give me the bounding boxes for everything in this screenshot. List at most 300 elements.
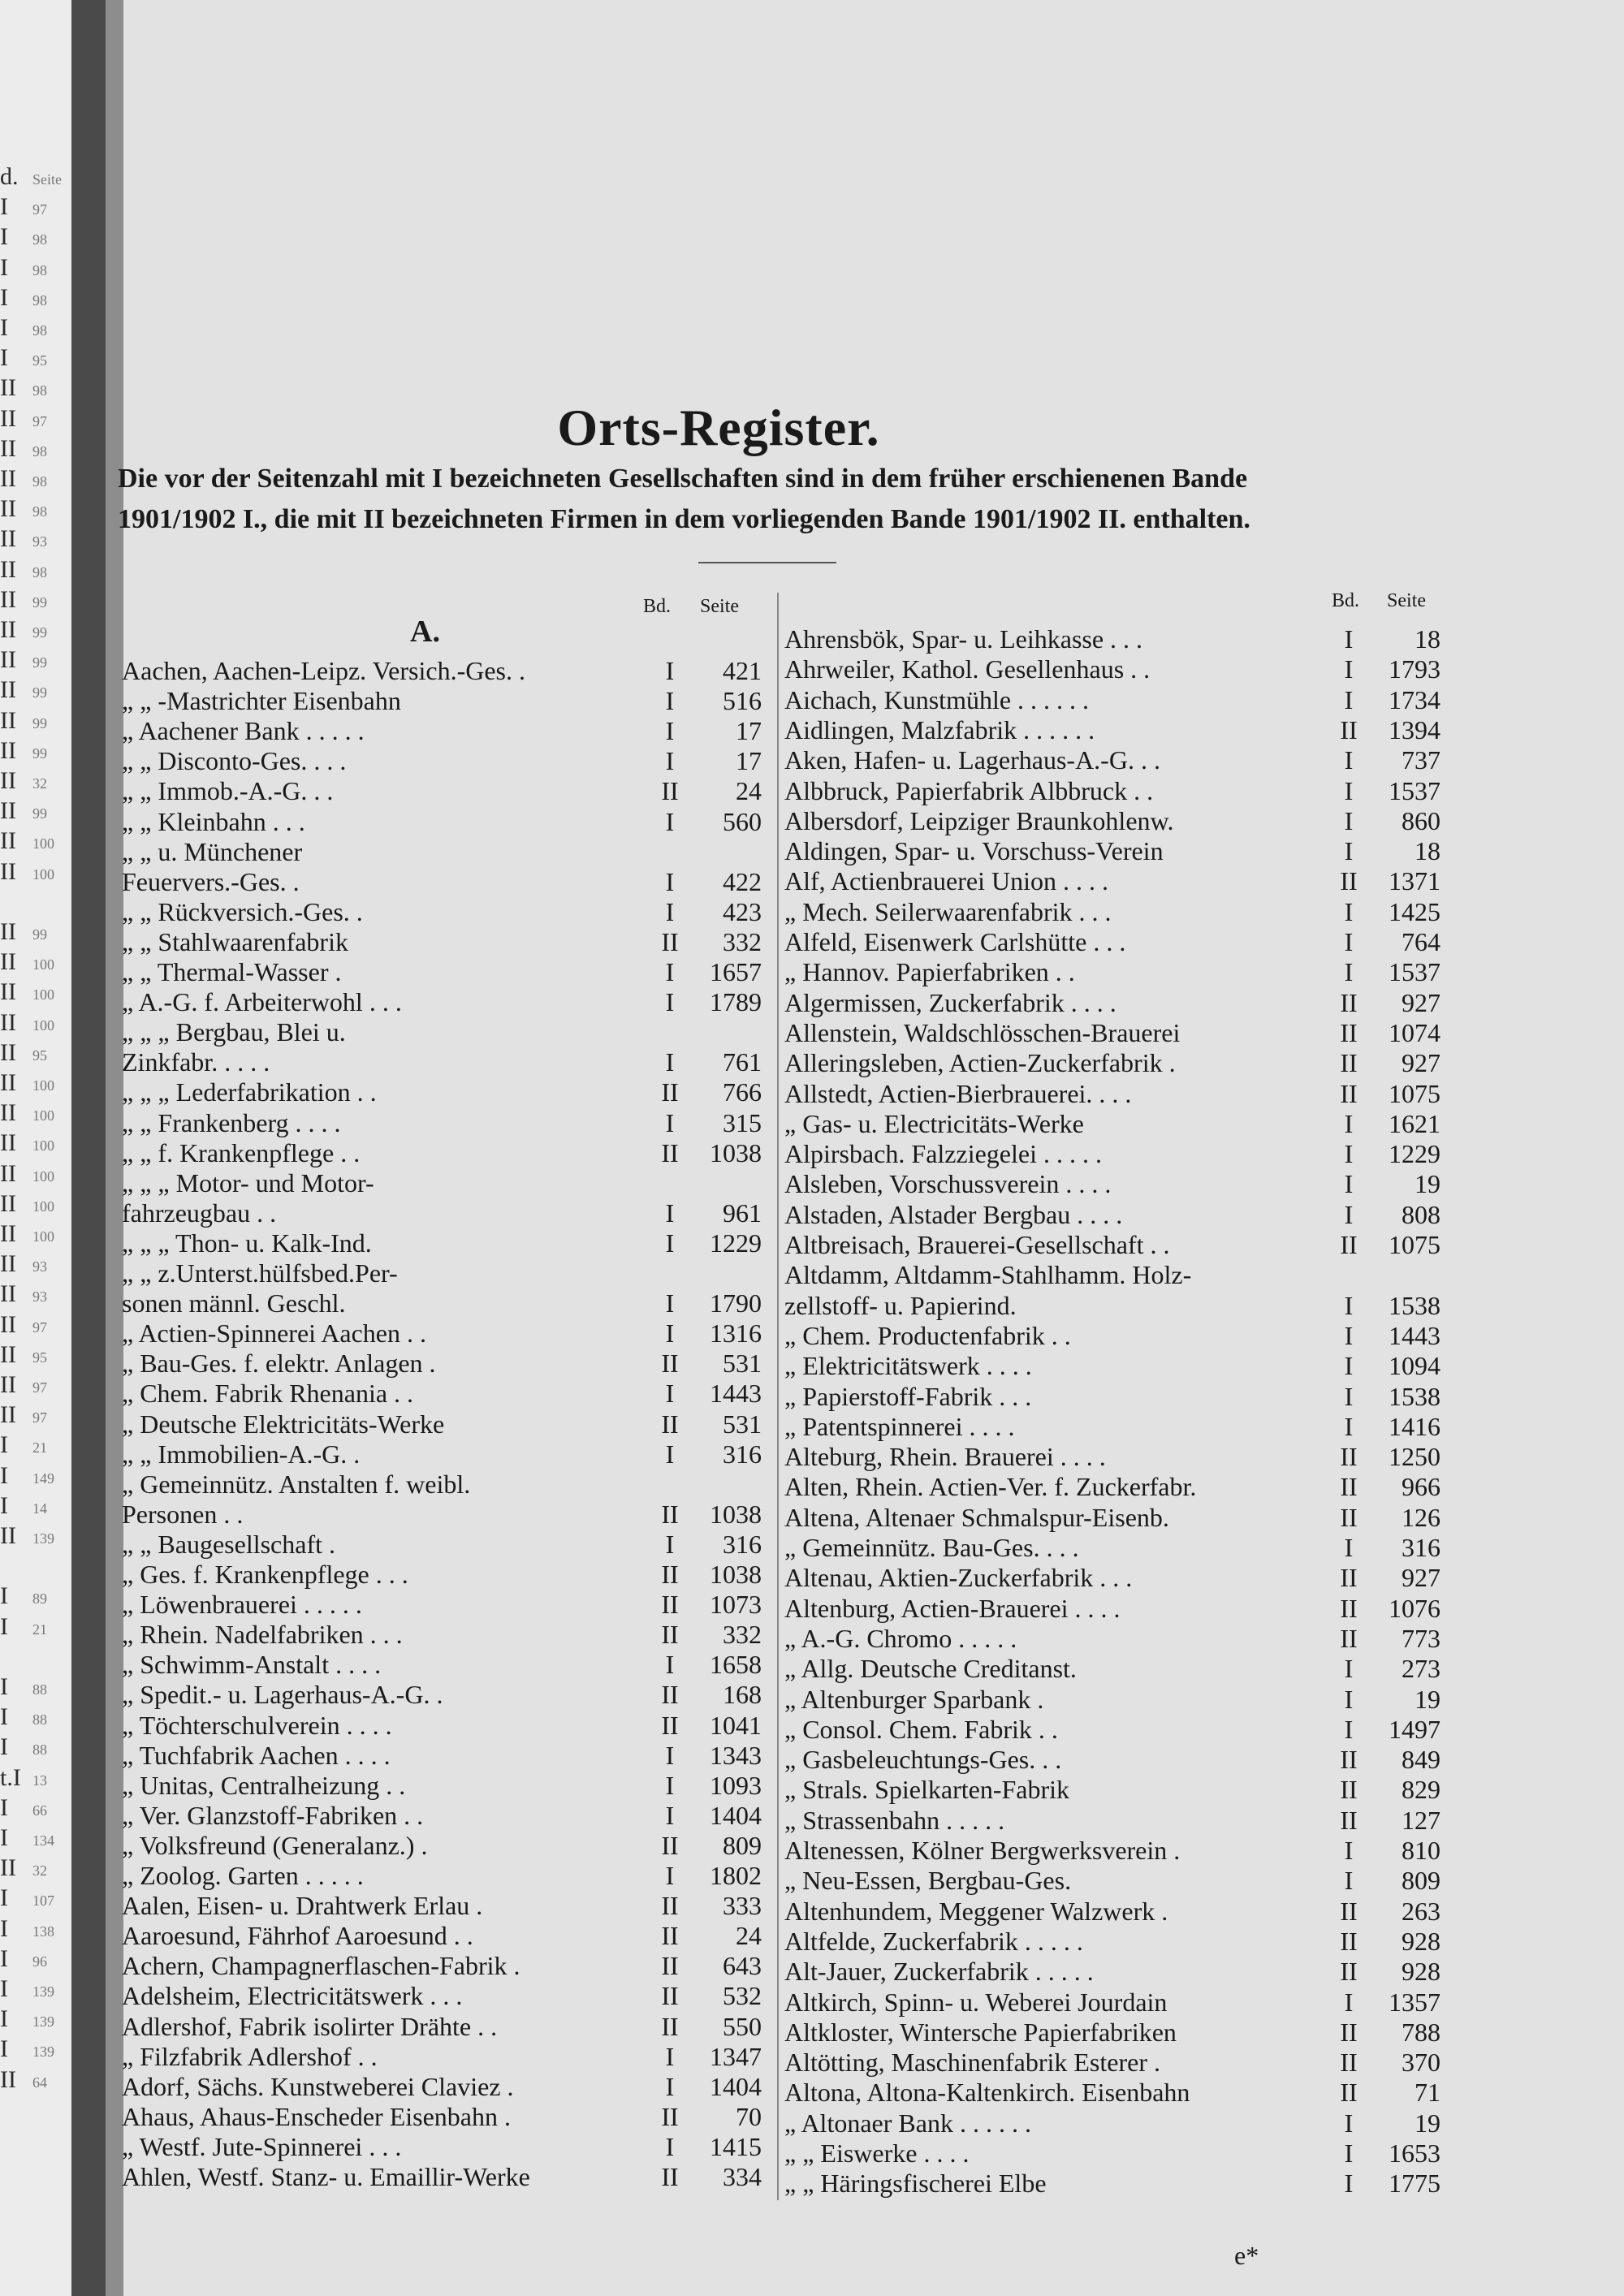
previous-page-volume: I [0, 1793, 8, 1821]
entry-name: Altötting, Maschinenfabrik Esterer . [784, 2048, 1160, 2078]
index-entry [122, 2132, 763, 2162]
entry-page: 810 [1402, 1836, 1440, 1865]
index-entry [784, 1866, 1442, 1896]
index-entry [122, 1801, 763, 1831]
entry-volume: II [1340, 1896, 1358, 1926]
entry-name: „ Gemeinnütz. Bau-Ges. . . . [784, 1533, 1079, 1562]
entry-name: „ Zoolog. Garten . . . . . [122, 1861, 364, 1890]
page-title: Orts-Register. [557, 399, 880, 456]
previous-page-volume: I [0, 344, 8, 372]
previous-page-number: 88 [32, 1711, 47, 1728]
index-entry [122, 1108, 763, 1138]
entry-name: Alteburg, Rhein. Brauerei . . . . [784, 1442, 1106, 1472]
previous-page-volume: II [0, 616, 16, 643]
index-entry [784, 1230, 1442, 1260]
index-entry [784, 1382, 1442, 1412]
entry-name: Aken, Hafen- u. Lagerhaus-A.-G. . . [784, 745, 1160, 775]
index-entry [784, 836, 1442, 866]
previous-page-row [0, 1612, 81, 1642]
index-entry [784, 1139, 1442, 1169]
previous-page-volume: I [0, 283, 8, 311]
intro-line-2: 1901/1902 I., die mit II bezeichneten Firmen in dem vorliegenden Bande 1901/1902 II. enthalten. [118, 504, 1250, 534]
previous-page-number: 138 [32, 1923, 54, 1940]
entry-name: Altdamm, Altdamm-Stahlhamm. Holz- [784, 1260, 1192, 1290]
entry-volume: II [1340, 1230, 1358, 1259]
entry-name: fahrzeugbau . . [122, 1198, 277, 1228]
entry-page: 24 [736, 1921, 762, 1951]
previous-page-number: 139 [32, 2013, 54, 2031]
entry-name: „ „ Frankenberg . . . . [122, 1107, 341, 1137]
entry-page: 1734 [1389, 684, 1440, 714]
previous-page-number: 93 [32, 1258, 47, 1275]
previous-page-volume: II [0, 676, 16, 704]
previous-page-row [0, 1763, 81, 1793]
entry-name: Altenau, Aktien-Zuckerfabrik . . . [784, 1563, 1133, 1593]
entry-volume: I [1344, 836, 1354, 866]
index-entry [122, 1981, 763, 2011]
previous-page-volume: II [0, 1038, 16, 1066]
entry-name: „ Tuchfabrik Aachen . . . . [122, 1740, 391, 1770]
entry-volume: II [1340, 1805, 1358, 1835]
previous-page-number: 139 [32, 1530, 54, 1547]
entry-name: Aidlingen, Malzfabrik . . . . . . [784, 714, 1095, 744]
entry-volume: II [661, 776, 679, 806]
index-entry [784, 1745, 1442, 1775]
previous-page-row [0, 1491, 81, 1521]
index-entry [784, 1109, 1442, 1139]
entry-page: 531 [723, 1409, 762, 1439]
previous-page-volume: I [0, 1914, 8, 1942]
entry-volume: II [1340, 1745, 1358, 1775]
previous-page-row [0, 826, 81, 856]
previous-page-number: 134 [32, 1832, 54, 1849]
previous-page-volume: I [0, 193, 8, 221]
index-entry [122, 776, 763, 806]
entry-name: Alleringsleben, Actien-Zuckerfabrik . [784, 1048, 1176, 1078]
entry-page: 1775 [1389, 2169, 1440, 2199]
entry-volume: I [665, 1107, 675, 1137]
previous-page-row [0, 887, 81, 917]
entry-volume: II [661, 2162, 679, 2191]
entry-page: 1074 [1389, 1017, 1440, 1047]
entry-name: Altenhundem, Meggener Walzwerk . [784, 1896, 1168, 1926]
index-entry [784, 897, 1442, 927]
entry-page: 315 [723, 1107, 762, 1137]
index-entry [122, 1530, 763, 1560]
entry-page: 773 [1402, 1623, 1440, 1653]
previous-page-row [0, 1582, 81, 1611]
previous-page-row [0, 675, 81, 705]
entry-name: „ Löwenbrauerei . . . . . [122, 1590, 362, 1620]
previous-page-row [0, 253, 81, 283]
entry-volume: II [661, 2101, 679, 2131]
entry-name: „ Unitas, Centralheizung . . [122, 1770, 406, 1800]
index-entry [784, 2169, 1442, 2199]
entry-volume: I [1344, 957, 1354, 987]
entry-name: Ahlen, Westf. Stanz- u. Emaillir-Werke [122, 2162, 530, 2191]
entry-page: 516 [723, 686, 762, 716]
index-entry [784, 1654, 1442, 1684]
entry-name: „ „ f. Krankenpflege . . [122, 1137, 361, 1167]
entry-page: 849 [1402, 1745, 1440, 1775]
previous-page-row [0, 1370, 81, 1400]
index-entry [122, 1951, 763, 1981]
entry-volume: II [1340, 2017, 1358, 2047]
index-entry [122, 837, 763, 867]
entry-name: „ Ver. Glanzstoff-Fabriken . . [122, 1800, 424, 1830]
entry-volume: II [1340, 1563, 1358, 1593]
entry-name: „ Patentspinnerei . . . . [784, 1411, 1015, 1441]
previous-page-number: 32 [32, 1862, 47, 1880]
previous-page-number: 100 [32, 865, 54, 883]
previous-page-number: 100 [32, 1016, 54, 1034]
entry-name: „ Mech. Seilerwaarenfabrik . . . [784, 896, 1112, 926]
index-entry [122, 1590, 763, 1620]
previous-page-row [0, 1552, 81, 1581]
previous-page-volume: II [0, 767, 16, 794]
entry-name: „ Neu-Essen, Bergbau-Ges. [784, 1866, 1072, 1896]
left-column-header-bd: Bd. [643, 596, 672, 617]
entry-page: 927 [1402, 1048, 1440, 1078]
previous-page-volume: I [0, 1461, 8, 1489]
entry-name: Altenburg, Actien-Brauerei . . . . [784, 1593, 1121, 1623]
previous-page-row [0, 1733, 81, 1762]
entry-volume: II [1340, 1048, 1358, 1078]
entry-volume: I [1344, 1654, 1354, 1684]
index-entry [784, 2048, 1442, 2078]
entry-name: „ „ „ Bergbau, Blei u. [122, 1017, 346, 1047]
right-column-header-bd: Bd. [1332, 590, 1360, 611]
index-entry [784, 927, 1442, 957]
index-entry [122, 1318, 763, 1349]
entry-page: 333 [723, 1891, 762, 1921]
entry-name: „ Bau-Ges. f. elektr. Anlagen . [122, 1349, 436, 1379]
entry-page: 1093 [710, 1770, 762, 1800]
previous-page-number: 100 [32, 1228, 54, 1245]
entry-page: 809 [1402, 1866, 1440, 1896]
entry-name: Aichach, Kunstmühle . . . . . . [784, 684, 1090, 714]
previous-page-number: 66 [32, 1802, 47, 1819]
entry-volume: I [665, 1318, 675, 1349]
previous-page-row [0, 1521, 81, 1551]
previous-page-row [0, 1038, 81, 1068]
entry-name: „ Töchterschulverein . . . . [122, 1710, 392, 1740]
entry-name: Personen . . [122, 1499, 244, 1529]
previous-page-row [0, 1854, 81, 1883]
previous-page-number: 139 [32, 1983, 54, 2000]
previous-page-volume: II [0, 1159, 16, 1187]
index-entry [784, 624, 1442, 654]
previous-page-row [0, 1944, 81, 1974]
previous-page-number: 32 [32, 775, 47, 792]
index-entry [122, 1741, 763, 1771]
entry-page: 1229 [710, 1228, 762, 1258]
entry-volume: II [661, 1560, 679, 1589]
entry-volume: II [661, 1620, 679, 1650]
entry-volume: II [1340, 1078, 1358, 1108]
index-entry [122, 746, 763, 776]
entry-volume: I [665, 2041, 675, 2071]
entry-name: „ Allg. Deutsche Creditanst. [784, 1654, 1077, 1684]
previous-page-row [0, 1098, 81, 1128]
previous-page-row [0, 1461, 81, 1491]
entry-volume: I [665, 656, 675, 685]
entry-name: Zinkfabr. . . . . [122, 1047, 270, 1077]
entry-page: 168 [723, 1680, 762, 1710]
index-entry [784, 1351, 1442, 1381]
entry-volume: II [661, 1077, 679, 1107]
previous-page-volume: I [0, 1673, 8, 1700]
entry-volume: II [1340, 2078, 1358, 2108]
index-entry [784, 776, 1442, 806]
entry-volume: II [661, 1349, 679, 1379]
index-entry [122, 1077, 763, 1107]
previous-page-number: 98 [32, 473, 47, 490]
entry-volume: II [661, 1921, 679, 1951]
entry-page: 1316 [710, 1318, 762, 1349]
entry-page: 532 [723, 1981, 762, 2011]
entry-page: 263 [1402, 1896, 1440, 1926]
previous-page-volume: II [0, 1854, 16, 1882]
entry-name: „ Spedit.- u. Lagerhaus-A.-G. . [122, 1680, 443, 1710]
entry-name: „ Hannov. Papierfabriken . . [784, 957, 1075, 987]
previous-page-number: 99 [32, 805, 47, 822]
index-entry [784, 1624, 1442, 1654]
entry-name: „ Ges. f. Krankenpflege . . . [122, 1560, 408, 1589]
previous-page-number: 95 [32, 1047, 47, 1064]
previous-page-row [0, 555, 81, 585]
entry-page: 1793 [1389, 654, 1440, 684]
entry-page: 1229 [1389, 1139, 1440, 1169]
previous-page-row [0, 978, 81, 1007]
previous-page-number: 97 [32, 1409, 47, 1426]
entry-page: 1041 [710, 1710, 762, 1740]
entry-volume: I [1344, 1533, 1354, 1562]
entry-page: 1658 [710, 1650, 762, 1680]
entry-page: 17 [736, 746, 762, 776]
previous-page-number: 97 [32, 412, 47, 429]
previous-page-row [0, 2035, 81, 2064]
previous-page-row [0, 1280, 81, 1309]
previous-page-volume: I [0, 253, 8, 281]
index-entry [122, 2162, 763, 2192]
entry-name: „ Elektricitätswerk . . . . [784, 1351, 1032, 1381]
entry-name: „ Altenburger Sparbank . [784, 1684, 1044, 1714]
previous-page-volume: II [0, 1522, 16, 1549]
entry-name: „ Gemeinnütz. Anstalten f. weibl. [122, 1469, 471, 1499]
index-entry [122, 1861, 763, 1891]
entry-volume: I [1344, 1139, 1354, 1169]
index-entry [122, 1831, 763, 1861]
previous-page-row [0, 1008, 81, 1038]
entry-page: 1343 [710, 1740, 762, 1770]
entry-volume: I [1344, 684, 1354, 714]
entry-page: 370 [1402, 2048, 1440, 2078]
previous-page-number: 14 [32, 1500, 47, 1517]
index-entry [122, 1258, 763, 1288]
index-entry [122, 1409, 763, 1439]
entry-name: Alsleben, Vorschussverein . . . . [784, 1169, 1112, 1199]
entry-page: 1075 [1389, 1078, 1440, 1108]
entry-volume: II [661, 1499, 679, 1529]
previous-page-volume: II [0, 1069, 16, 1096]
previous-page-row [0, 766, 81, 796]
entry-volume: I [1344, 2108, 1354, 2138]
previous-page-number: 98 [32, 442, 47, 460]
previous-page-volume: II [0, 706, 16, 734]
entry-page: 808 [1402, 1199, 1440, 1229]
entry-volume: I [1344, 1866, 1354, 1896]
index-entry [122, 716, 763, 746]
entry-volume: I [1344, 2138, 1354, 2168]
index-entry [784, 1472, 1442, 1502]
entry-name: Albbruck, Papierfabrik Albbruck . . [784, 775, 1154, 805]
entry-page: 1425 [1389, 896, 1440, 926]
entry-volume: I [665, 987, 675, 1017]
previous-page-number: 98 [32, 261, 47, 278]
binding-shadow [106, 0, 123, 2296]
entry-name: „ Gasbeleuchtungs-Ges. . . [784, 1745, 1062, 1775]
left-column-header-seite: Seite [700, 596, 739, 617]
previous-page-number: 97 [32, 201, 47, 218]
previous-page-number: 99 [32, 926, 47, 943]
entry-name: „ Volksfreund (Generalanz.) . [122, 1830, 428, 1860]
entry-name: Albersdorf, Leipziger Braunkohlenw. [784, 805, 1174, 835]
entry-volume: II [1340, 1623, 1358, 1653]
index-entry [784, 1412, 1442, 1442]
previous-page-volume: I [0, 1612, 8, 1640]
entry-page: 332 [723, 1620, 762, 1650]
index-entry [784, 988, 1442, 1018]
entry-volume: I [665, 896, 675, 926]
previous-page-row [0, 1129, 81, 1158]
entry-page: 1371 [1389, 866, 1440, 896]
previous-page-volume: II [0, 434, 16, 462]
entry-page: 928 [1402, 1926, 1440, 1956]
previous-page-row [0, 1914, 81, 1944]
entry-page: 17 [736, 716, 762, 746]
entry-name: „ A.-G. f. Arbeiterwohl . . . [122, 987, 402, 1017]
entry-name: „ Papierstoff-Fabrik . . . [784, 1381, 1032, 1411]
entry-page: 421 [723, 656, 762, 685]
entry-name: „ Gas- u. Electricitäts-Werke [784, 1108, 1084, 1138]
index-entry [784, 1685, 1442, 1715]
entry-page: 1094 [1389, 1351, 1440, 1381]
entry-volume: II [1340, 1926, 1358, 1956]
index-entry [784, 866, 1442, 896]
entry-page: 764 [1402, 927, 1440, 956]
entry-page: 531 [723, 1349, 762, 1379]
entry-volume: II [1340, 866, 1358, 896]
entry-page: 1416 [1389, 1411, 1440, 1441]
previous-page-row [0, 283, 81, 313]
entry-page: 1404 [710, 1800, 762, 1830]
entry-volume: I [1344, 1320, 1354, 1350]
entry-name: Aaroesund, Fährhof Aaroesund . . [122, 1921, 473, 1951]
previous-page-volume: II [0, 797, 16, 825]
previous-page-number: 98 [32, 322, 47, 339]
entry-volume: I [1344, 927, 1354, 956]
entry-page: 1347 [710, 2041, 762, 2071]
entry-name: „ „ Stahlwaarenfabrik [122, 926, 348, 956]
entry-page: 316 [723, 1439, 762, 1469]
entry-volume: I [1344, 1684, 1354, 1714]
entry-page: 1789 [710, 987, 762, 1017]
entry-volume: I [665, 1379, 675, 1409]
entry-volume: I [665, 1228, 675, 1258]
previous-page-row [0, 585, 81, 615]
previous-page-volume: d. [0, 163, 19, 190]
previous-page-volume: II [0, 374, 16, 402]
entry-volume: II [1340, 1775, 1358, 1805]
index-entry [784, 2078, 1442, 2108]
entry-volume: I [665, 1198, 675, 1228]
previous-page-number: 98 [32, 382, 47, 399]
entry-page: 788 [1402, 2017, 1440, 2047]
entry-page: 334 [723, 2162, 762, 2191]
index-entry [122, 1560, 763, 1590]
index-entry [122, 957, 763, 987]
previous-page-volume: I [0, 223, 8, 251]
entry-page: 127 [1402, 1805, 1440, 1835]
previous-page-row [0, 343, 81, 373]
previous-page-row [0, 2005, 81, 2034]
entry-volume: II [661, 1409, 679, 1439]
entry-volume: II [661, 1710, 679, 1740]
entry-page: 1653 [1389, 2138, 1440, 2168]
entry-name: Alfeld, Eisenwerk Carlshütte . . . [784, 927, 1126, 956]
previous-page-volume: II [0, 555, 16, 583]
entry-name: zellstoff- u. Papierind. [784, 1290, 1017, 1320]
entry-name: „ Filzfabrik Adlershof . . [122, 2041, 378, 2071]
entry-name: „ „ -Mastrichter Eisenbahn [122, 686, 401, 716]
index-entry [122, 867, 763, 897]
previous-page-number: 99 [32, 593, 47, 611]
index-entry [122, 1228, 763, 1258]
index-entry [784, 2108, 1442, 2138]
index-entry [784, 1200, 1442, 1230]
index-entry [122, 1620, 763, 1650]
entry-volume: II [1340, 1502, 1358, 1532]
entry-page: 860 [1402, 805, 1440, 835]
index-entry [784, 1169, 1442, 1199]
entry-name: „ Consol. Chem. Fabrik . . [784, 1714, 1058, 1744]
index-entry [784, 1018, 1442, 1048]
index-entry [122, 1711, 763, 1741]
previous-page-row [0, 1159, 81, 1189]
entry-volume: I [1344, 1381, 1354, 1411]
index-entry [122, 1198, 763, 1228]
entry-volume: I [1344, 775, 1354, 805]
entry-name: „ „ z.Unterst.hülfsbed.Per- [122, 1258, 398, 1288]
entry-name: Alten, Rhein. Actien-Ver. f. Zuckerfabr. [784, 1472, 1197, 1502]
entry-volume: I [665, 1439, 675, 1469]
index-entry [122, 1680, 763, 1710]
entry-volume: I [665, 1861, 675, 1890]
entry-volume: I [665, 1740, 675, 1770]
index-entry [784, 1503, 1442, 1533]
previous-page-volume: I [0, 2035, 8, 2063]
previous-page-number: 99 [32, 744, 47, 762]
index-entry [122, 656, 763, 686]
index-entry [784, 957, 1442, 987]
previous-page-volume: II [0, 1371, 16, 1398]
previous-page-number: 88 [32, 1741, 47, 1759]
entry-name: „ „ Immobilien-A.-G. . [122, 1439, 361, 1469]
entry-page: 316 [723, 1529, 762, 1559]
entry-volume: II [661, 1680, 679, 1710]
entry-name: Aldingen, Spar- u. Vorschuss-Verein [784, 836, 1164, 866]
